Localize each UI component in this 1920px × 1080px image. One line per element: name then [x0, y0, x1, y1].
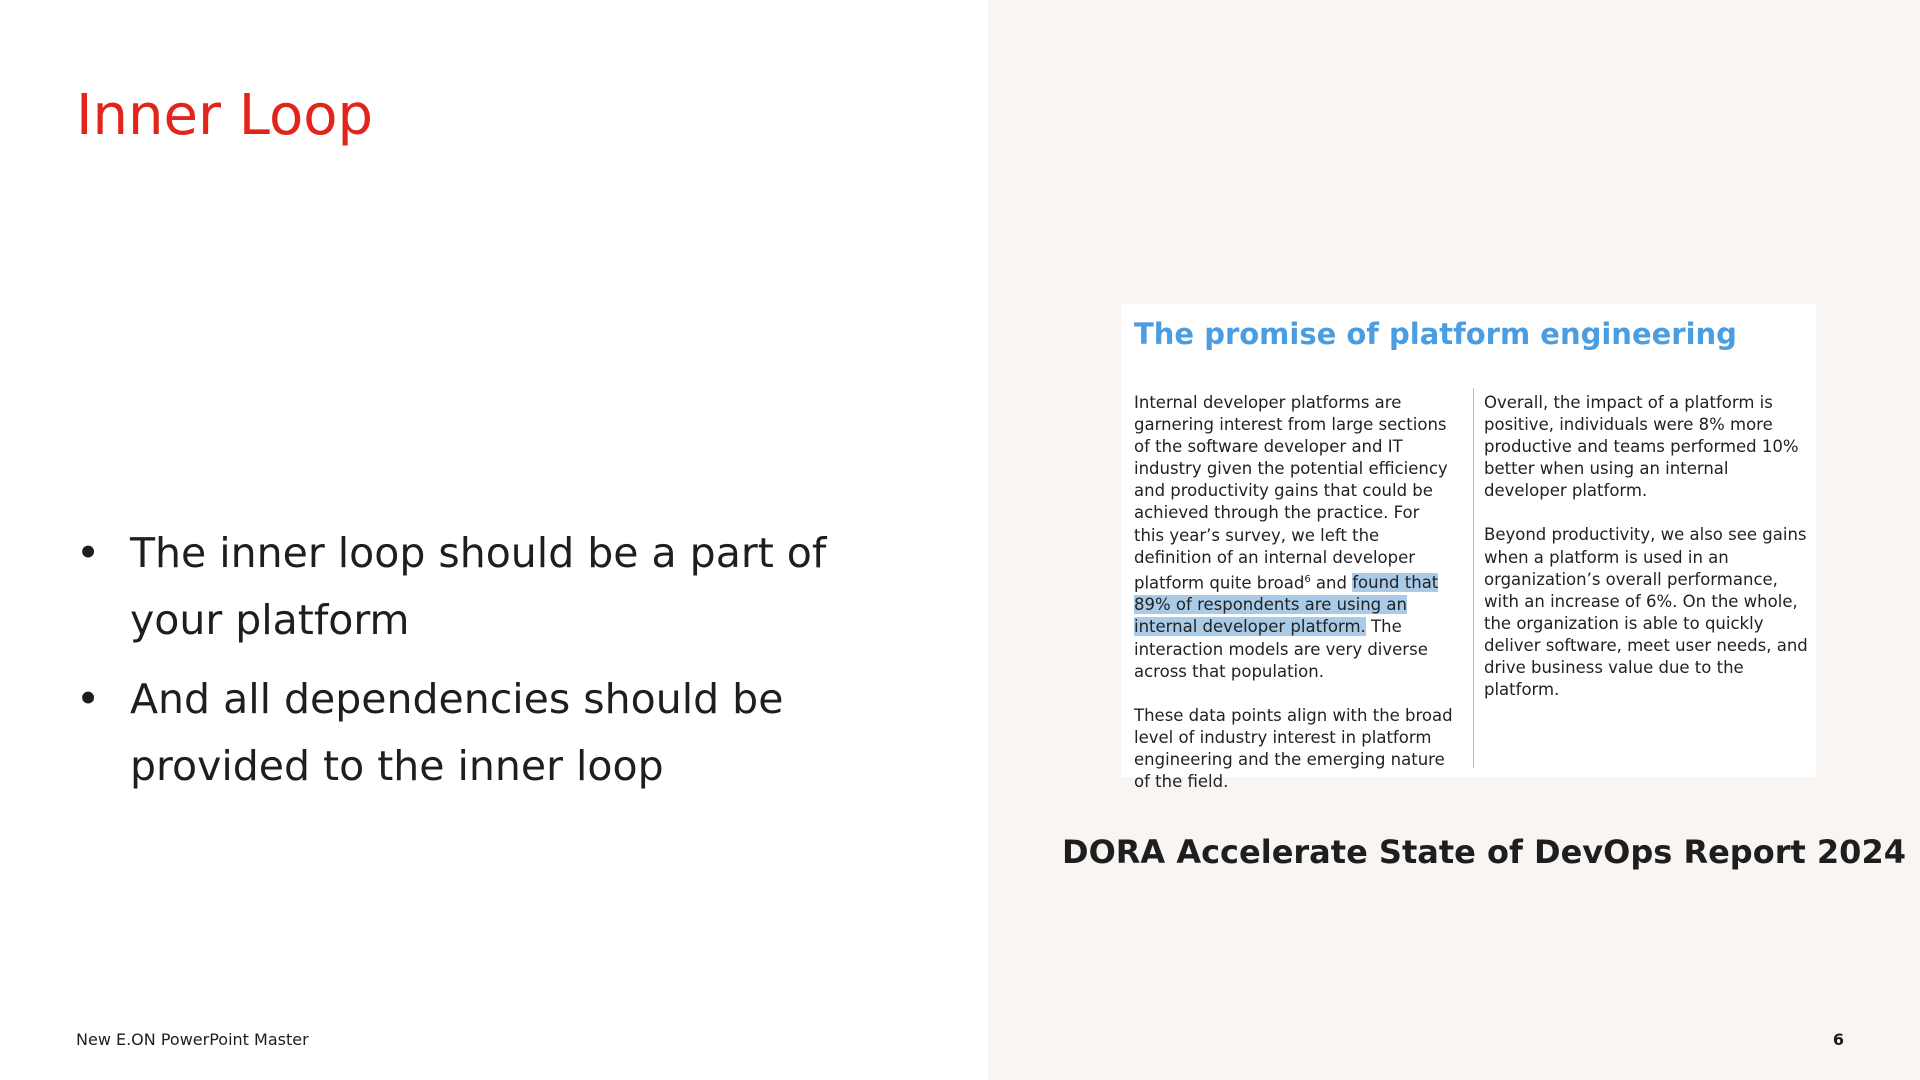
report-text: Internal developer platforms are garnering interest from large sections of the software developer and IT industry given the potential efficiency and productivity gains that could be achieved through the practice. For this year’s survey, we left the definition of an internal developer platform quite broad: [1134, 393, 1448, 593]
bullet-item: [76, 666, 916, 800]
footnote-marker: 6: [1304, 573, 1311, 585]
bullet-marker: •: [76, 675, 101, 723]
page-number: 6: [1832, 1030, 1844, 1049]
highlighted-text: found that 89% of respondents are using an internal developer platform.: [1134, 573, 1439, 637]
report-paragraph: Overall, the impact of a platform is positive, individuals were 8% more productive and teams performed 10% better when using an internal developer platform.: [1484, 393, 1799, 501]
report-paragraph: These data points align with the broad level of industry interest in platform engineering and the emerging nature of the field.: [1134, 705, 1453, 791]
bullet-text: And all dependencies should be provided to the inner loop: [130, 675, 784, 790]
footer-text: New E.ON PowerPoint Master: [76, 1030, 309, 1049]
image-caption: DORA Accelerate State of DevOps Report 2024: [1062, 833, 1906, 871]
report-paragraph: [1134, 392, 1454, 683]
report-heading: The promise of platform engineering: [1134, 317, 1737, 351]
report-excerpt-image: [1121, 304, 1816, 791]
bullet-marker: •: [76, 529, 101, 577]
report-left-column: [1134, 392, 1454, 815]
report-paragraph: Beyond productivity, we also see gains when a platform is used in an organization’s overall performance, with an increase of 6%. On the whole, the organization is able to quickly deliver software, meet user needs, and drive business value due to the platform.: [1484, 525, 1808, 700]
slide-title: Inner Loop: [76, 83, 374, 148]
bullet-list: [76, 520, 916, 812]
column-divider: [1473, 388, 1474, 768]
report-text: and: [1310, 573, 1353, 593]
bullet-text: The inner loop should be a part of your platform: [130, 529, 827, 644]
report-right-column: [1484, 392, 1809, 723]
report-text: The interaction models are very diverse across that population.: [1134, 617, 1428, 681]
bullet-item: [76, 520, 916, 654]
